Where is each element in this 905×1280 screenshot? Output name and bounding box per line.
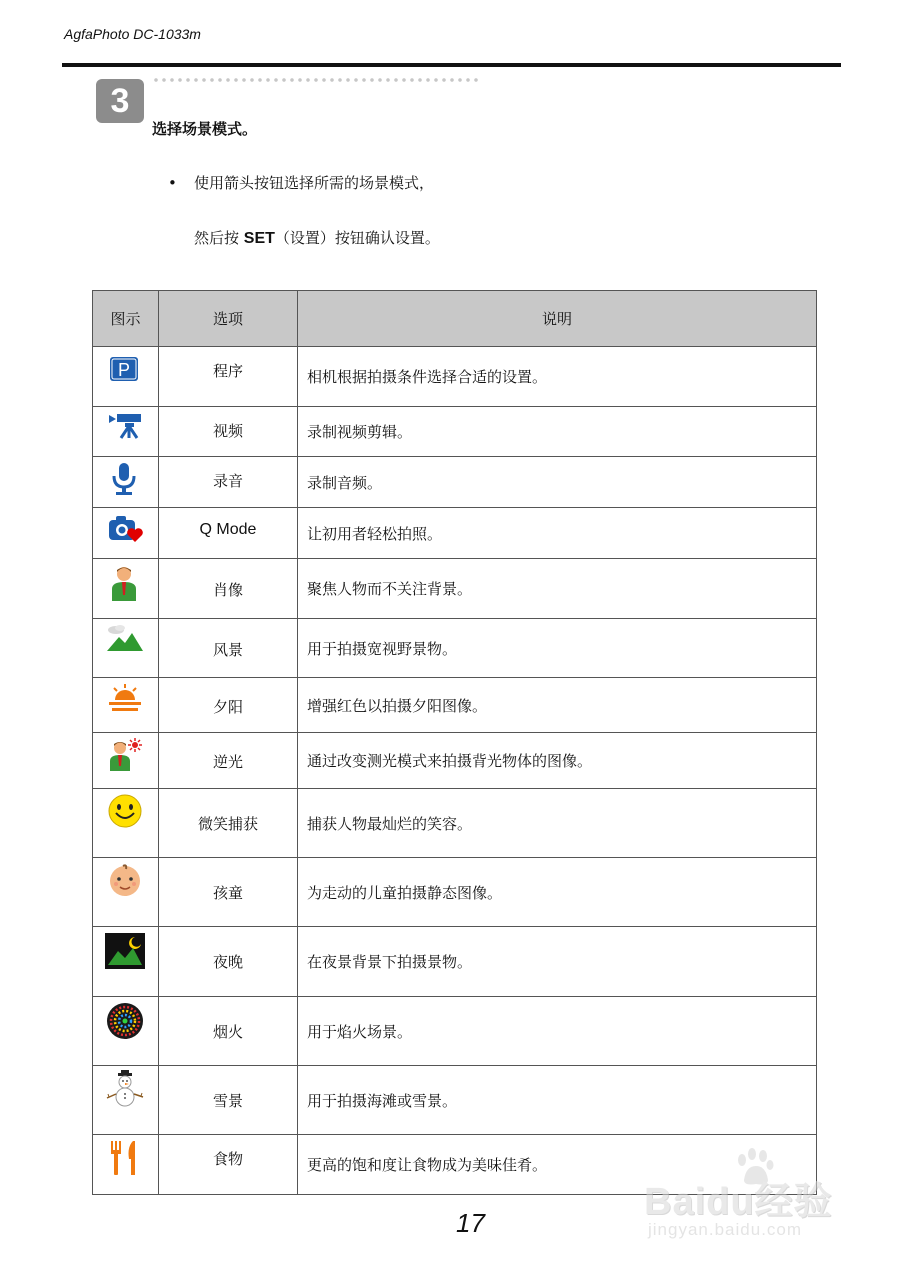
table-row — [93, 927, 817, 997]
table-row — [93, 1066, 817, 1135]
icon-cell — [93, 407, 159, 457]
table-row — [93, 678, 817, 733]
description-cell: 捕获人物最灿烂的笑容。 — [298, 789, 817, 858]
header-rule — [62, 63, 841, 67]
table-row — [93, 559, 817, 619]
option-label: 肖像 — [212, 581, 243, 599]
smile-face-icon — [107, 793, 143, 829]
instruction-line-2 — [194, 227, 440, 248]
program-p-icon — [107, 351, 141, 385]
description-cell: 在夜景背景下拍摄景物。 — [298, 927, 817, 997]
icon-cell — [93, 457, 159, 508]
option-label: 夜晚 — [212, 953, 243, 971]
fireworks-icon — [105, 1001, 145, 1041]
table-row — [93, 997, 817, 1066]
option-label: 烟火 — [212, 1023, 243, 1041]
svg-text:P: P — [117, 360, 131, 380]
snowman-icon — [105, 1070, 145, 1110]
header-option: 选项 — [159, 291, 298, 347]
icon-cell — [93, 1066, 159, 1135]
night-scene-icon — [104, 931, 146, 971]
icon-cell — [93, 789, 159, 858]
page-number: 17 — [456, 1208, 485, 1238]
instruction-line-2-before: 然后按 — [194, 229, 240, 247]
description-cell: 录制音频。 — [298, 457, 817, 508]
description-cell: 让初用者轻松拍照。 — [298, 508, 817, 559]
instruction-line-2-after: （设置）按钮确认设置。 — [274, 229, 440, 247]
table-row — [93, 733, 817, 789]
table-row — [93, 347, 817, 407]
table-row — [93, 858, 817, 927]
option-label: 视频 — [212, 422, 243, 440]
child-face-icon — [107, 862, 143, 898]
document-header-title: AgfaPhoto DC-1033m — [64, 26, 201, 42]
description-cell: 用于拍摄宽视野景物。 — [298, 619, 817, 678]
icon-cell — [93, 347, 159, 407]
microphone-icon — [107, 461, 141, 499]
step-title: 选择场景模式。 — [152, 120, 258, 138]
description-cell: 为走动的儿童拍摄静态图像。 — [298, 858, 817, 927]
landscape-mountain-icon — [107, 623, 145, 655]
option-label: 录音 — [212, 472, 243, 490]
description-cell: 录制视频剪辑。 — [298, 407, 817, 457]
portrait-person-icon — [107, 563, 141, 603]
bullet-symbol: • — [168, 174, 177, 192]
q-mode-camera-heart-icon — [107, 512, 145, 548]
description-cell: 用于焰火场景。 — [298, 997, 817, 1066]
video-camera-icon — [107, 411, 143, 441]
icon-cell — [93, 858, 159, 927]
description-cell: 相机根据拍摄条件选择合适的设置。 — [298, 347, 817, 407]
table-row — [93, 789, 817, 858]
backlight-person-icon — [107, 737, 145, 773]
icon-cell — [93, 508, 159, 559]
icon-cell — [93, 1135, 159, 1195]
description-cell: 聚焦人物而不关注背景。 — [298, 559, 817, 619]
header-icon: 图示 — [93, 291, 159, 347]
option-label: 食物 — [212, 1150, 243, 1168]
watermark — [644, 1148, 854, 1248]
icon-cell — [93, 619, 159, 678]
table-row — [93, 407, 817, 457]
dotted-separator — [152, 76, 478, 84]
instruction-line-1: 使用箭头按钮选择所需的场景模式， — [194, 174, 435, 192]
icon-cell — [93, 733, 159, 789]
table-row — [93, 508, 817, 559]
description-cell: 用于拍摄海滩或雪景。 — [298, 1066, 817, 1135]
icon-cell — [93, 678, 159, 733]
set-key-label: SET — [243, 230, 275, 247]
icon-cell — [93, 997, 159, 1066]
watermark-brand: Baidu经验 — [644, 1181, 833, 1223]
watermark-url: jingyan.baidu.com — [648, 1220, 803, 1239]
icon-cell — [93, 927, 159, 997]
table-row — [93, 619, 817, 678]
option-label: 微笑捕获 — [197, 815, 258, 833]
table-row — [93, 457, 817, 508]
header-description: 说明 — [298, 291, 817, 347]
description-cell: 增强红色以拍摄夕阳图像。 — [298, 678, 817, 733]
option-label: 风景 — [212, 641, 243, 659]
description-cell: 更高的饱和度让食物成为美味佳肴。 — [298, 1135, 817, 1195]
option-label: Q Mode — [199, 521, 257, 538]
option-label: 程序 — [212, 362, 243, 380]
option-label: 夕阳 — [212, 698, 243, 716]
option-label: 雪景 — [212, 1092, 243, 1110]
description-cell: 通过改变测光模式来拍摄背光物体的图像。 — [298, 733, 817, 789]
scene-mode-table — [92, 290, 817, 1195]
food-utensils-icon — [107, 1139, 143, 1179]
table-header-row — [93, 291, 817, 347]
instruction-bullet — [168, 172, 434, 193]
icon-cell — [93, 559, 159, 619]
step-number-badge: 3 — [96, 79, 144, 123]
option-label: 孩童 — [212, 884, 243, 902]
option-label: 逆光 — [212, 753, 243, 771]
sunset-icon — [107, 682, 143, 716]
